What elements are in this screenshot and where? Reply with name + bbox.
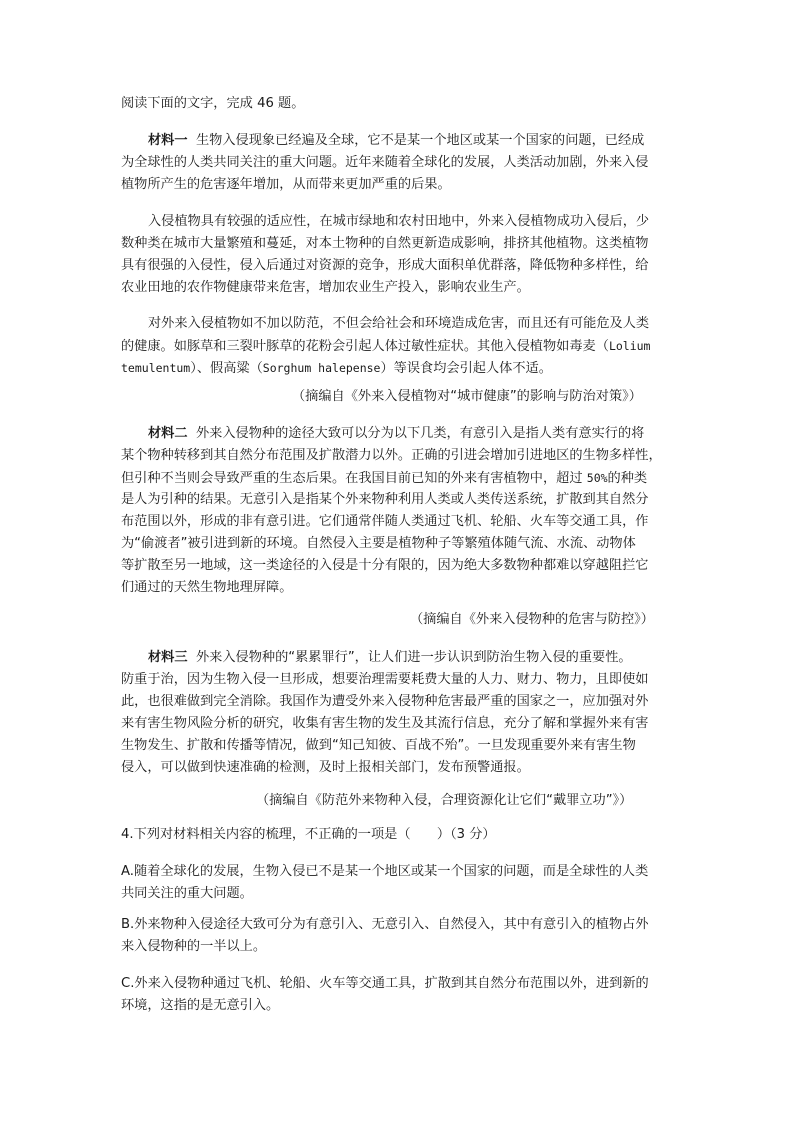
option-a-line-1: A.随着全球化的发展，生物入侵已不是某一个地区或某一个国家的问题，而是全球性的人类 (121, 864, 649, 879)
material-one-heading: 材料一 (148, 133, 188, 148)
question-stem: 4.下列对材料相关内容的梳理，不正确的一项是（ ）（3 分） (121, 827, 496, 842)
material-one-p2-line-3: 具有很强的入侵性，侵入后通过对资源的竞争，形成大面积单优群落，降低物种多样性，给 (121, 258, 649, 273)
option-b-line-1: B.外来物种入侵途径大致可分为有意引入、无意引入、自然侵入，其中有意引入的植物占外 (121, 917, 649, 932)
material-one-line-1: 材料一 生物入侵现象已经遍及全球，它不是某一个地区或某一个国家的问题，已经成 (148, 133, 645, 148)
material-three-line-1: 材料三 外来入侵物种的“累累罪行”，让人们进一步认识到防治生物入侵的重要性。 (148, 650, 632, 665)
material-two-line-3: 但引种不当则会导致严重的生态后果。在我国目前已知的外来有害植物中，超过 50%的种类 (121, 471, 648, 486)
material-three-line-2: 防重于治，因为生物入侵一旦形成，想要治理需要耗费大量的人力、财力、物力，且即使如 (121, 672, 649, 687)
material-three-line-5: 生物发生、扩散和传播等情况，做到“知己知彼、百战不殆”。一旦发现重要外来有害生物 (121, 738, 636, 753)
material-one-p2-line-4: 农业田地的农作物健康带来危害，增加农业生产投入，影响农业生产。 (121, 280, 530, 295)
material-two-heading: 材料二 (148, 426, 188, 441)
material-two-line-4: 是人为引种的结果。无意引入是指某个外来物种利用人类或人类传送系统，扩散到其自然分 (121, 492, 649, 507)
option-c-line-2: 环境，这指的是无意引入。 (121, 998, 280, 1013)
latin-name-sorghum: Sorghum halepense (262, 361, 381, 375)
material-two-line-1: 材料二 外来入侵物种的途径大致可以分为以下几类，有意引入是指人类有意实行的将 (148, 426, 645, 441)
material-three-line-3: 此，也很难做到完全消除。我国作为遭受外来入侵物种危害最严重的国家之一，应加强对外 (121, 694, 649, 709)
material-one-p3-line-1: 对外来入侵植物如不加以防范，不但会给社会和环境造成危害，而且还有可能危及人类 (148, 316, 650, 331)
material-two-source: （摘编自《外来入侵物种的危害与防控》） (410, 612, 654, 627)
material-one-line-2: 为全球性的人类共同关注的重大问题。近年来随着全球化的发展，人类活动加剧，外来入侵 (121, 155, 649, 170)
latin-name-lolium: Lolium (608, 339, 651, 353)
material-one-p3-line-2: 的健康。如豚草和三裂叶豚草的花粉会引起人体过敏性症状。其他入侵植物如毒麦（Lolium (121, 339, 651, 354)
material-three-line-6: 侵入，可以做到快速准确的检测，及时上报相关部门，发布预警通报。 (121, 760, 530, 775)
material-one-source: （摘编自《外来入侵植物对“城市健康”的影响与防治对策》） (292, 389, 642, 404)
material-three-source: （摘编自《防范外来物种入侵，合理资源化让它们“戴罪立功”》） (256, 793, 633, 808)
material-two-line-8: 们通过的天然生物地理屏障。 (121, 580, 293, 595)
reading-instruction: 阅读下面的文字，完成 46 题。 (121, 96, 305, 111)
material-two-line-2: 某个物种转移到其自然分布范围及扩散潜力以外。正确的引进会增加引进地区的生物多样性， (121, 448, 662, 463)
percent-value: 50% (586, 471, 608, 485)
material-one-p2-line-2: 数种类在城市大量繁殖和蔓延，对本土物种的自然更新造成影响，排挤其他植物。这类植物 (121, 236, 649, 251)
material-three-heading: 材料三 (148, 650, 188, 665)
material-two-line-6: 为“偷渡者”被引进到新的环境。自然侵入主要是植物种子等繁殖体随气流、水流、动物体 (121, 536, 636, 551)
option-a-line-2: 共同关注的重大问题。 (121, 886, 253, 901)
material-two-line-7: 等扩散至另一地域，这一类途径的入侵是十分有限的，因为绝大多数物种都难以穿越阻拦它 (121, 558, 649, 573)
latin-name-temulentum: temulentum (121, 361, 191, 375)
material-one-p3-line-3: temulentum）、假高粱（Sorghum halepense）等误食均会引起人体不适。 (121, 361, 552, 376)
material-two-line-5: 布范围以外，形成的非有意引进。它们通常伴随人类通过飞机、轮船、火车等交通工具，作 (121, 514, 649, 529)
material-one-line-3: 植物所产生的危害逐年增加，从而带来更加严重的后果。 (121, 177, 451, 192)
material-one-p2-line-1: 入侵植物具有较强的适应性，在城市绿地和农村田地中，外来入侵植物成功入侵后，少 (148, 214, 650, 229)
material-three-line-4: 来有害生物风险分析的研究，收集有害生物的发生及其流行信息，充分了解和掌握外来有害 (121, 716, 649, 731)
option-c-line-1: C.外来入侵物种通过飞机、轮船、火车等交通工具，扩散到其自然分布范围以外，进到新的 (121, 976, 649, 991)
option-b-line-2: 来入侵物种的一半以上。 (121, 939, 267, 954)
